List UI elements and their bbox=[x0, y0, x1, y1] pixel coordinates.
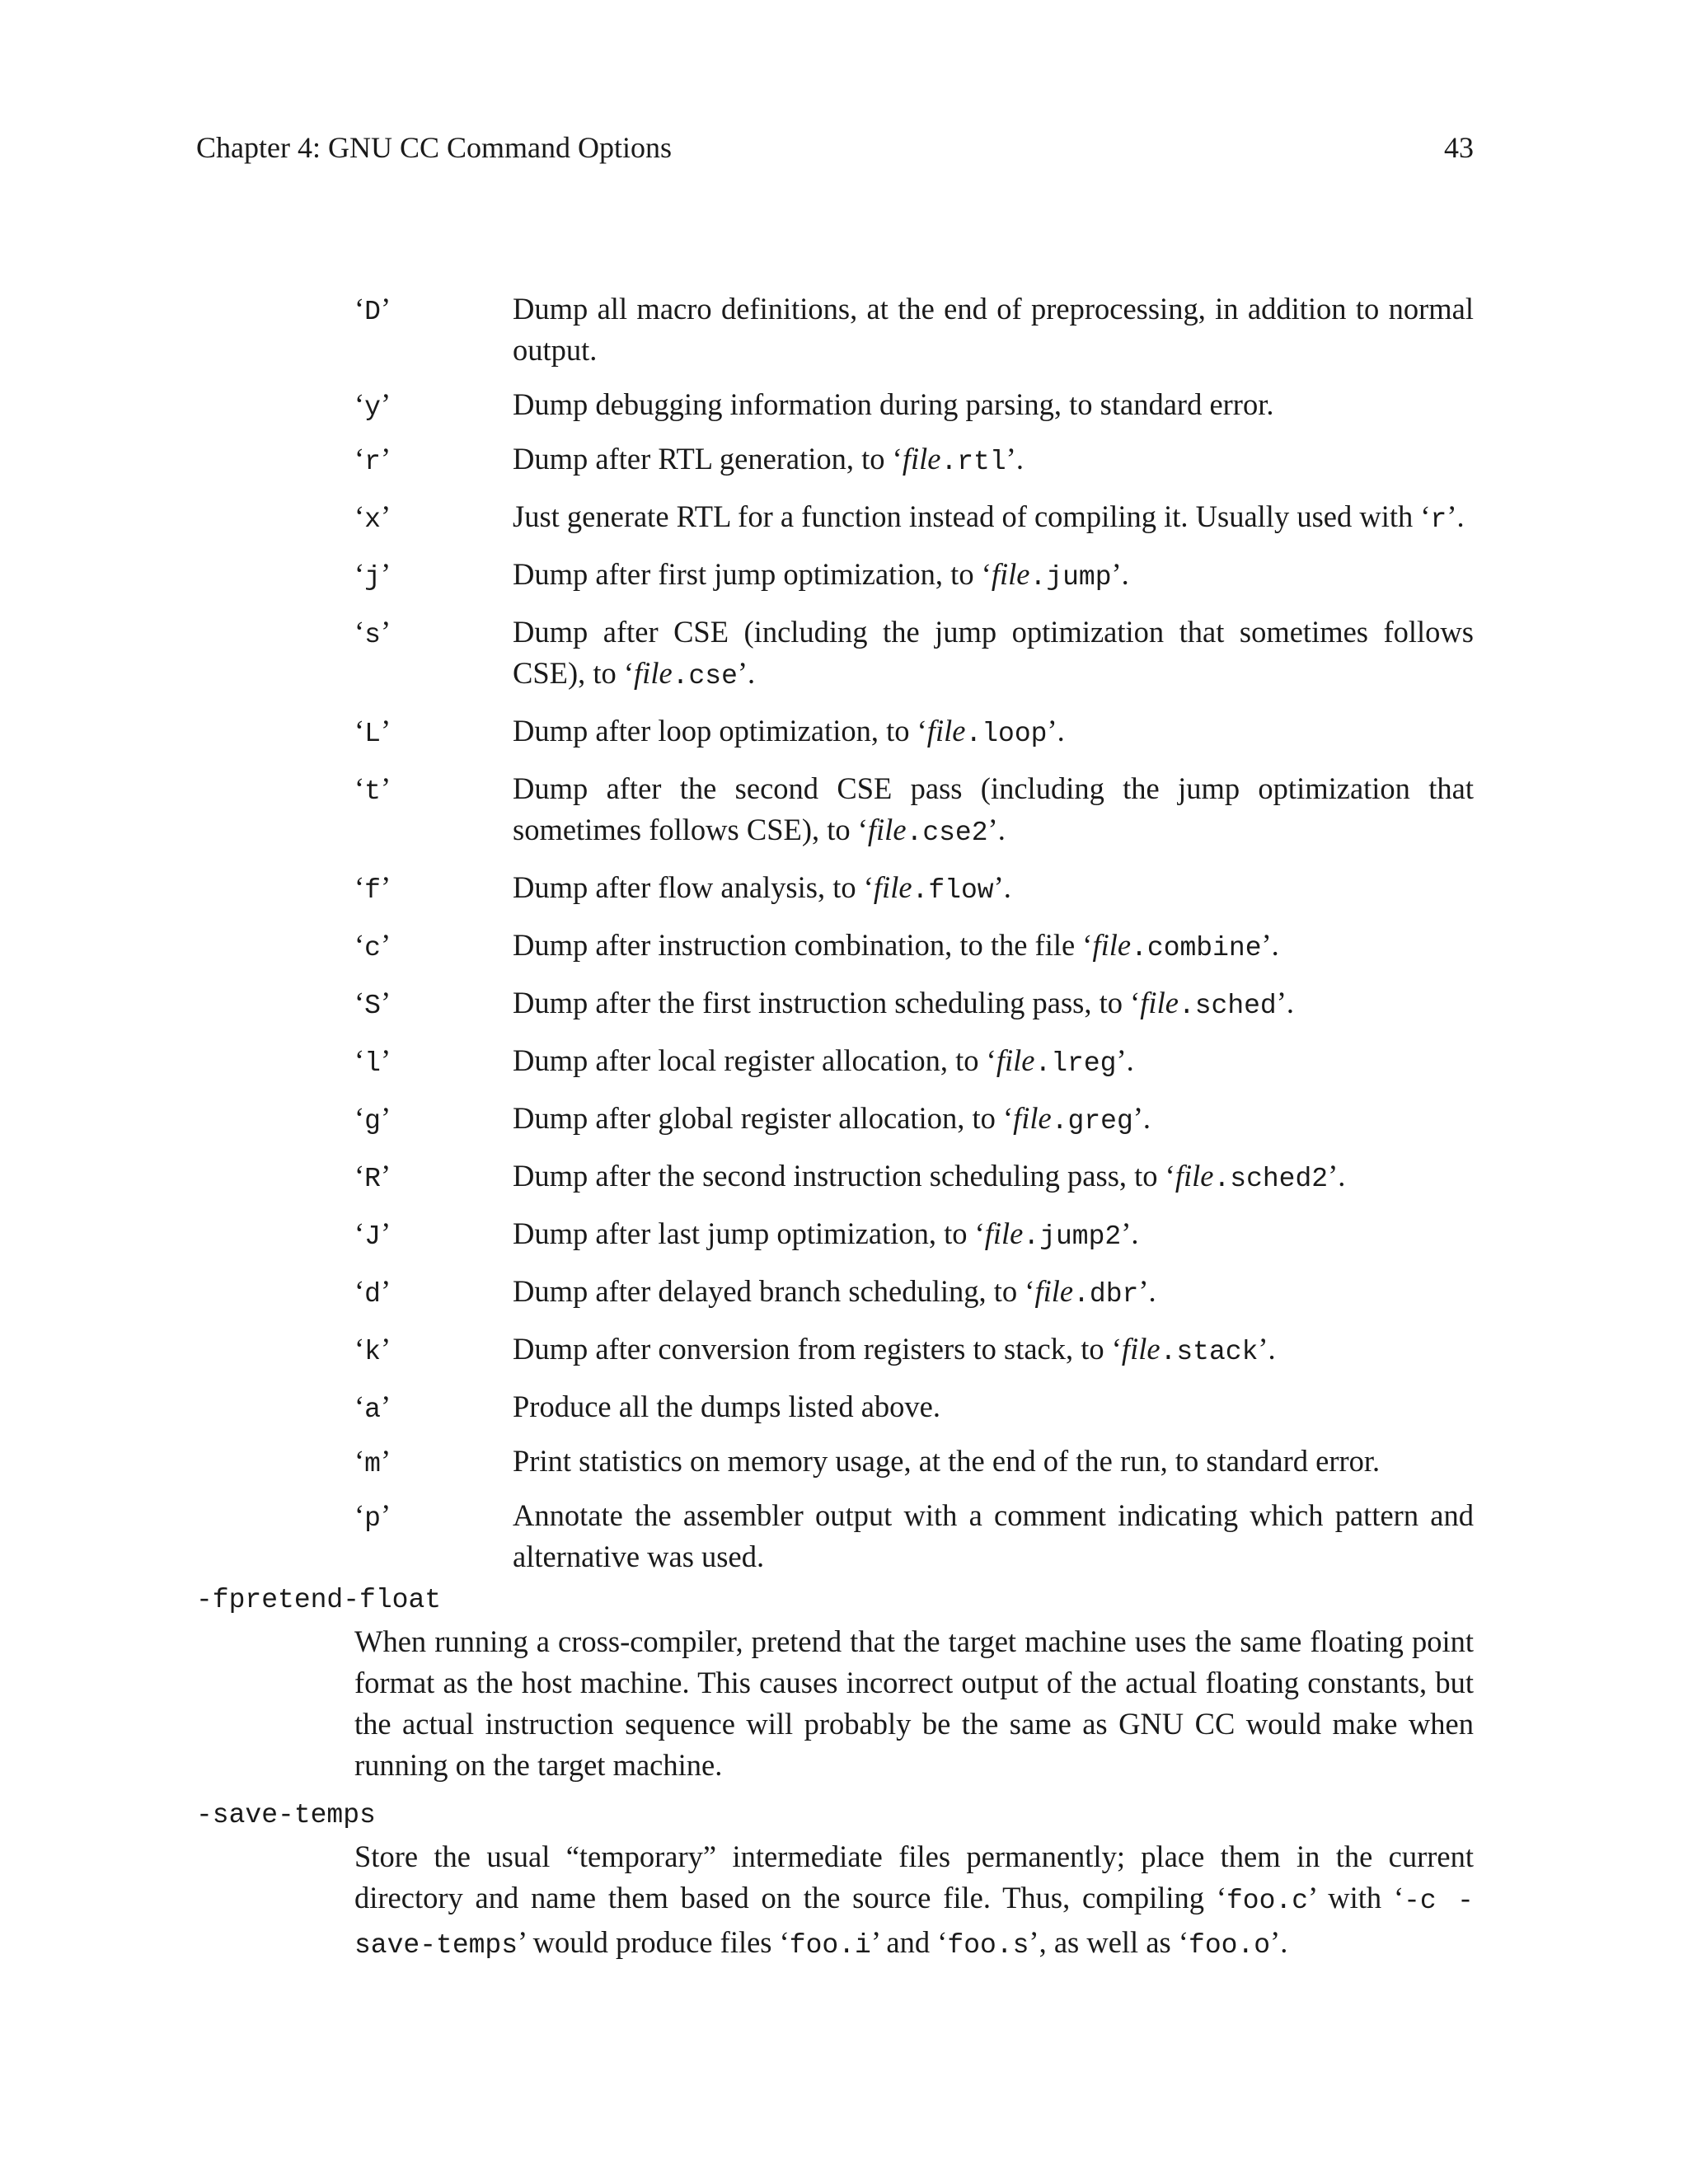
letter-value: L bbox=[364, 719, 381, 749]
dump-letter-item bbox=[354, 710, 1474, 755]
dump-letter-code: ‘k’ bbox=[354, 1332, 392, 1367]
text-run: Produce all the dumps listed above. bbox=[513, 1390, 941, 1423]
dump-letter-code: ‘d’ bbox=[354, 1274, 392, 1310]
dump-letter-description bbox=[513, 1271, 1474, 1315]
code-text: .flow bbox=[912, 875, 994, 906]
dump-letter-description bbox=[513, 438, 1474, 483]
dump-letter-code: ‘J’ bbox=[354, 1216, 392, 1252]
letter-value: l bbox=[364, 1048, 381, 1079]
italic-text: file bbox=[867, 813, 907, 846]
dump-letter-item bbox=[354, 612, 1474, 697]
dump-letter-description bbox=[513, 768, 1474, 854]
code-text: .stack bbox=[1160, 1337, 1259, 1367]
text-run: Dump after RTL generation, to ‘ bbox=[513, 442, 903, 476]
text-run: Dump after first jump optimization, to ‘ bbox=[513, 557, 992, 591]
text-run: Dump after the second CSE pass (including the jump optimization that sometimes follows CSE), to ‘ bbox=[513, 771, 1474, 846]
text-run: Dump all macro definitions, at the end of preprocessing, in addition to normal output. bbox=[513, 292, 1474, 367]
dump-letter-description bbox=[513, 1329, 1474, 1373]
text-run: ’. bbox=[1121, 1216, 1139, 1250]
text-run: ’. bbox=[1270, 1925, 1288, 1959]
dump-letter-description bbox=[513, 554, 1474, 598]
dump-letter-code: ‘g’ bbox=[354, 1101, 392, 1137]
italic-text: file bbox=[984, 1216, 1024, 1250]
dump-letter-item bbox=[354, 982, 1474, 1027]
dump-letter-item bbox=[354, 438, 1474, 483]
text-run: Dump after the second instruction scheduling pass, to ‘ bbox=[513, 1159, 1175, 1193]
text-run: ’. bbox=[1047, 714, 1065, 748]
text-run: ’. bbox=[1006, 442, 1024, 476]
dump-letter-code: ‘s’ bbox=[354, 615, 392, 650]
text-run: ’. bbox=[1116, 1043, 1134, 1077]
option-description bbox=[354, 1836, 1474, 1966]
text-run: Dump after the first instruction scheduling pass, to ‘ bbox=[513, 986, 1141, 1019]
code-text: .sched2 bbox=[1213, 1164, 1329, 1194]
text-run: Annotate the assembler output with a comment indicating which pattern and alternative was used. bbox=[513, 1498, 1474, 1573]
text-run: ’. bbox=[993, 870, 1011, 904]
code-text: .sched bbox=[1178, 991, 1277, 1021]
code-text: .loop bbox=[965, 719, 1048, 749]
code-text: -c -save-temps bbox=[354, 1886, 1474, 1961]
letter-value: y bbox=[364, 392, 381, 423]
text-run: Dump debugging information during parsing, to standard error. bbox=[513, 387, 1274, 421]
code-text: .dbr bbox=[1073, 1279, 1139, 1310]
dump-letter-description bbox=[513, 1098, 1474, 1142]
text-run: ’ would produce files ‘ bbox=[518, 1925, 790, 1959]
dump-letter-item bbox=[354, 925, 1474, 969]
text-run: ’. bbox=[1258, 1332, 1276, 1366]
letter-value: x bbox=[364, 504, 381, 535]
text-run: ’. bbox=[1261, 928, 1279, 962]
text-run: Dump after loop optimization, to ‘ bbox=[513, 714, 927, 748]
dump-letter-code: ‘f’ bbox=[354, 870, 392, 906]
dump-letter-code: ‘t’ bbox=[354, 771, 392, 807]
code-text: .jump2 bbox=[1023, 1221, 1122, 1252]
letter-value: m bbox=[364, 1449, 381, 1479]
dump-letter-description bbox=[513, 925, 1474, 969]
code-text: foo.i bbox=[789, 1930, 871, 1961]
dump-letter-code: ‘y’ bbox=[354, 387, 392, 423]
italic-text: file bbox=[996, 1043, 1035, 1077]
dump-letter-code: ‘L’ bbox=[354, 714, 392, 749]
text-run: ’ and ‘ bbox=[870, 1925, 948, 1959]
code-text: .rtl bbox=[940, 447, 1006, 477]
dump-letter-item bbox=[354, 288, 1474, 371]
letter-value: J bbox=[364, 1221, 381, 1252]
text-run: ’. bbox=[1132, 1101, 1151, 1135]
code-text: foo.o bbox=[1189, 1930, 1271, 1961]
letter-value: D bbox=[364, 297, 381, 327]
dump-letter-code: ‘l’ bbox=[354, 1043, 392, 1079]
text-run: ’. bbox=[1328, 1159, 1346, 1193]
code-text: .greg bbox=[1051, 1106, 1133, 1137]
dump-letter-description bbox=[513, 1441, 1474, 1482]
dump-letter-item bbox=[354, 1213, 1474, 1258]
dump-letter-description bbox=[513, 1213, 1474, 1258]
dump-letter-description bbox=[513, 496, 1474, 541]
dump-letter-code: ‘S’ bbox=[354, 986, 392, 1021]
text-run: ’. bbox=[1276, 986, 1295, 1019]
option-fpretend-float bbox=[196, 1580, 1474, 1786]
letter-value: f bbox=[364, 875, 381, 906]
italic-text: file bbox=[902, 442, 941, 476]
letter-value: p bbox=[364, 1503, 381, 1534]
dump-letter-item bbox=[354, 1040, 1474, 1085]
dump-letter-code: ‘c’ bbox=[354, 928, 392, 963]
code-text: .lreg bbox=[1034, 1048, 1117, 1079]
dump-letter-code: ‘p’ bbox=[354, 1498, 392, 1534]
letter-value: k bbox=[364, 1337, 381, 1367]
code-text: foo.c bbox=[1226, 1886, 1309, 1916]
dump-letter-item bbox=[354, 1495, 1474, 1577]
code-text: r bbox=[1430, 504, 1447, 535]
text-run: Just generate RTL for a function instead of compiling it. Usually used with ‘ bbox=[513, 499, 1431, 533]
dump-letter-description bbox=[513, 982, 1474, 1027]
code-text: .jump bbox=[1029, 562, 1112, 593]
dump-letter-description bbox=[513, 867, 1474, 912]
dump-letter-code: ‘D’ bbox=[354, 292, 392, 327]
dump-letter-code: ‘x’ bbox=[354, 499, 392, 535]
letter-value: S bbox=[364, 991, 381, 1021]
dump-letter-code: ‘R’ bbox=[354, 1159, 392, 1194]
italic-text: file bbox=[926, 714, 966, 748]
letter-value: j bbox=[364, 562, 381, 593]
letter-value: d bbox=[364, 1279, 381, 1310]
dump-letter-description bbox=[513, 384, 1474, 425]
dump-letter-code: ‘j’ bbox=[354, 557, 392, 593]
italic-text: file bbox=[1121, 1332, 1160, 1366]
italic-text: file bbox=[634, 656, 673, 690]
italic-text: file bbox=[1140, 986, 1179, 1019]
dump-letter-code: ‘r’ bbox=[354, 442, 392, 477]
letter-value: r bbox=[364, 447, 381, 477]
dump-letter-item bbox=[354, 1329, 1474, 1373]
text-run: ’. bbox=[987, 813, 1006, 846]
italic-text: file bbox=[991, 557, 1030, 591]
italic-text: file bbox=[1175, 1159, 1214, 1193]
option-description bbox=[354, 1621, 1474, 1786]
text-run: ’. bbox=[1447, 499, 1465, 533]
chapter-title: Chapter 4: GNU CC Command Options bbox=[196, 131, 672, 164]
dump-letter-description bbox=[513, 1155, 1474, 1200]
dump-letter-code: ‘m’ bbox=[354, 1444, 392, 1479]
text-run: Print statistics on memory usage, at the end of the run, to standard error. bbox=[513, 1444, 1381, 1478]
italic-text: file bbox=[1092, 928, 1132, 962]
letter-value: R bbox=[364, 1164, 381, 1194]
dump-letter-code: ‘a’ bbox=[354, 1390, 392, 1425]
text-run: ’. bbox=[1111, 557, 1129, 591]
dump-letter-description bbox=[513, 1040, 1474, 1085]
dump-letter-description bbox=[513, 612, 1474, 697]
text-run: Store the usual “temporary” intermediate files permanently; place them in the current directory and name them based on the source file. Thus, compiling ‘ bbox=[354, 1840, 1474, 1915]
code-text: .cse bbox=[672, 661, 738, 691]
dump-letter-item bbox=[354, 1386, 1474, 1427]
dump-letter-item bbox=[354, 554, 1474, 598]
dump-letter-list bbox=[354, 288, 1474, 1591]
dump-letter-item bbox=[354, 496, 1474, 541]
text-run: Dump after local register allocation, to ‘ bbox=[513, 1043, 996, 1077]
text-run: ’. bbox=[1138, 1274, 1156, 1308]
letter-value: c bbox=[364, 933, 381, 963]
text-run: Dump after global register allocation, to ‘ bbox=[513, 1101, 1014, 1135]
page-header bbox=[196, 130, 1474, 171]
code-text: .cse2 bbox=[906, 818, 988, 848]
text-run: When running a cross-compiler, pretend that the target machine uses the same floating point format as the host machine. This causes incorrect output of the actual floating constants, but the actual instruction sequence will probably be the same as GNU CC would make when running on the target machine. bbox=[354, 1624, 1474, 1782]
option-name: -save-temps bbox=[196, 1800, 376, 1830]
dump-letter-description bbox=[513, 1495, 1474, 1577]
code-text: .combine bbox=[1131, 933, 1262, 963]
dump-letter-item bbox=[354, 867, 1474, 912]
italic-text: file bbox=[873, 870, 912, 904]
letter-value: t bbox=[364, 776, 381, 807]
letter-value: g bbox=[364, 1106, 381, 1137]
text-run: Dump after flow analysis, to ‘ bbox=[513, 870, 874, 904]
text-run: Dump after conversion from registers to stack, to ‘ bbox=[513, 1332, 1122, 1366]
code-text: foo.s bbox=[947, 1930, 1029, 1961]
dump-letter-item bbox=[354, 768, 1474, 854]
dump-letter-description bbox=[513, 1386, 1474, 1427]
dump-letter-item bbox=[354, 384, 1474, 425]
letter-value: s bbox=[364, 620, 381, 650]
text-run: ’, as well as ‘ bbox=[1029, 1925, 1189, 1959]
italic-text: file bbox=[1013, 1101, 1052, 1135]
text-run: ’ with ‘ bbox=[1308, 1881, 1404, 1915]
letter-value: a bbox=[364, 1394, 381, 1425]
text-run: Dump after last jump optimization, to ‘ bbox=[513, 1216, 985, 1250]
text-run: Dump after delayed branch scheduling, to ‘ bbox=[513, 1274, 1035, 1308]
dump-letter-item bbox=[354, 1098, 1474, 1142]
dump-letter-item bbox=[354, 1271, 1474, 1315]
dump-letter-description bbox=[513, 288, 1474, 371]
text-run: ’. bbox=[737, 656, 756, 690]
option-name: -fpretend-float bbox=[196, 1585, 442, 1615]
dump-letter-description bbox=[513, 710, 1474, 755]
text-run: Dump after CSE (including the jump optimization that sometimes follows CSE), to ‘ bbox=[513, 615, 1474, 690]
dump-letter-item bbox=[354, 1441, 1474, 1482]
page-number: 43 bbox=[1444, 131, 1474, 164]
dump-letter-item bbox=[354, 1155, 1474, 1200]
text-run: Dump after instruction combination, to the file ‘ bbox=[513, 928, 1093, 962]
option-save-temps bbox=[196, 1795, 1474, 1966]
italic-text: file bbox=[1034, 1274, 1074, 1308]
